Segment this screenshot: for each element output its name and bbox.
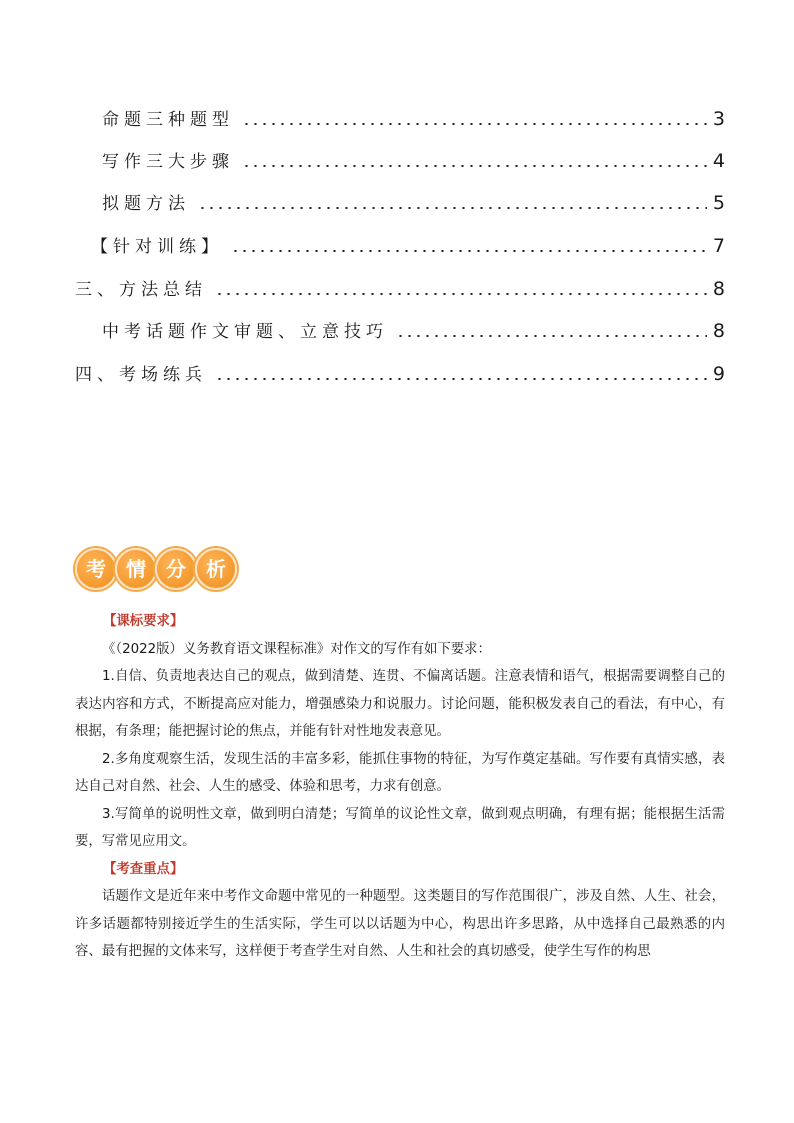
toc-entry-label: 拟题方法: [102, 194, 190, 214]
toc-entry-page: 7: [712, 235, 725, 257]
toc-entry-label: 【针对训练】: [91, 237, 223, 257]
toc-leader-dots: [215, 378, 707, 380]
banner-char: 分: [155, 548, 197, 590]
toc-entry-label: 四、考场练兵: [75, 365, 207, 385]
toc-leader-dots: [231, 250, 707, 252]
toc-entry[interactable]: [75, 355, 725, 385]
toc-entry-label: 中考话题作文审题、立意技巧: [102, 322, 388, 342]
paragraph: 2.多角度观察生活，发现生活的丰富多彩，能抓住事物的特征，为写作奠定基础。写作要有真情实感，表达自己对自然、社会、人生的感受、体验和思考，力求有创意。: [75, 751, 725, 794]
section-heading: 【考查重点】: [103, 861, 184, 877]
toc-entry-page: 8: [712, 278, 725, 300]
document-body: [75, 608, 725, 966]
toc-leader-dots: [215, 293, 707, 295]
paragraph: 3.写简单的说明性文章，做到明白清楚；写简单的议论性文章，做到观点明确，有理有据；能根据生活需要，写常见应用文。: [75, 806, 725, 849]
toc-entry-label: 三、方法总结: [75, 280, 207, 300]
section-heading: 【课标要求】: [103, 614, 184, 629]
toc-leader-dots: [242, 165, 707, 167]
toc-entry[interactable]: [75, 100, 725, 130]
toc-entry-page: 3: [712, 108, 725, 130]
toc-entry[interactable]: [75, 312, 725, 342]
toc-entry[interactable]: [75, 184, 725, 214]
toc-leader-dots: [396, 335, 707, 337]
banner-char: 考: [75, 548, 117, 590]
toc-entry-page: 5: [712, 192, 725, 214]
banner-char: 析: [195, 548, 237, 590]
toc-entry-page: 4: [712, 150, 725, 172]
toc-entry[interactable]: [75, 270, 725, 300]
toc-entry-page: 8: [712, 320, 725, 342]
paragraph: 1.自信、负责地表达自己的观点，做到清楚、连贯、不偏离话题。注意表情和语气，根据需要调整自己的表达内容和方式，不断提高应对能力，增强感染力和说服力。讨论问题，能积极发表自己的看法，有中心，有根据，有条理；能把握讨论的焦点，并能有针对性地发表意见。: [75, 669, 725, 739]
toc-entry-label: 命题三种题型: [102, 110, 234, 130]
toc-leader-dots: [198, 207, 707, 209]
paragraph: 《（2022版）义务教育语文课程标准》对作文的写作有如下要求：: [102, 641, 491, 657]
section-banner: [75, 548, 235, 590]
toc-leader-dots: [242, 123, 707, 125]
toc-entry[interactable]: [75, 142, 725, 172]
paragraph: 话题作文是近年来中考作文命题中常见的一种题型。这类题目的写作范围很广，涉及自然、人生、社会，许多话题都特别接近学生的生活实际，学生可以以话题为中心，构思出许多思路，从中选择自己最熟悉的内容、最有把握的文体来写，这样便于考查学生对自然、人生和社会的真切感受，使学生写作的构思: [75, 889, 725, 959]
toc-entry[interactable]: [75, 227, 725, 257]
toc-entry-label: 写作三大步骤: [102, 152, 234, 172]
toc-entry-page: 9: [712, 363, 725, 385]
banner-char: 情: [115, 548, 157, 590]
